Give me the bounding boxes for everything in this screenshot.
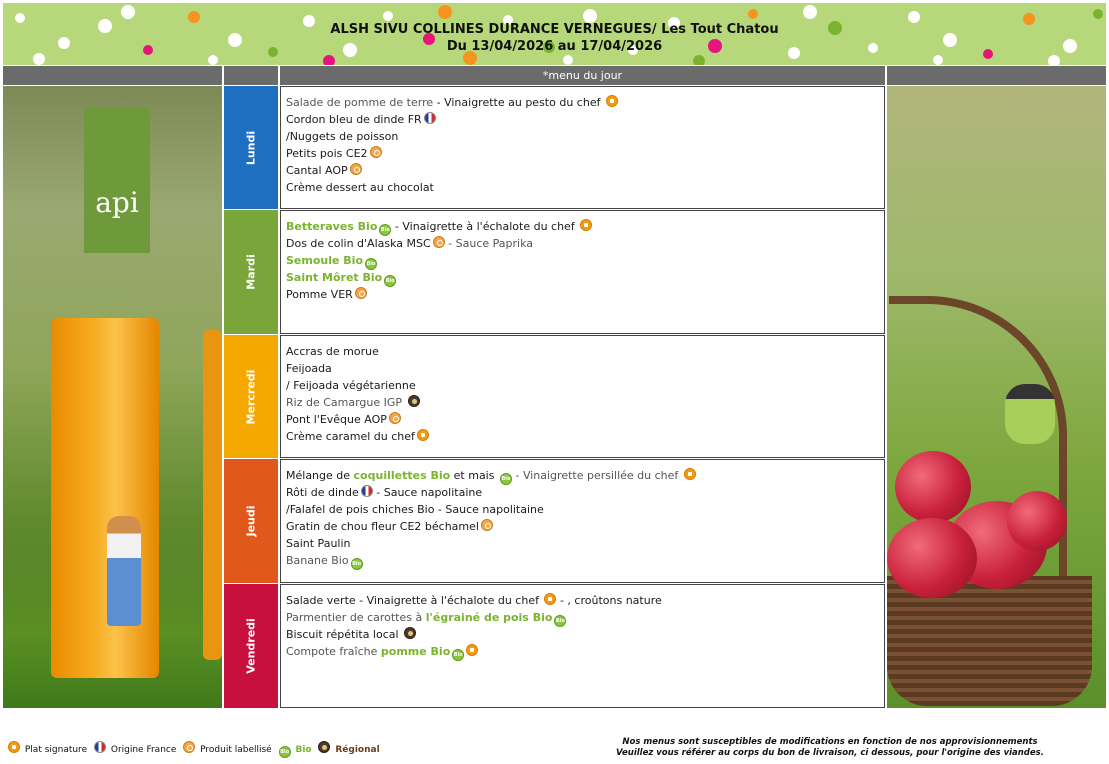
- menu-item: [286, 111, 884, 128]
- menu-item-text: /Nuggets de poisson: [286, 130, 399, 143]
- menu-item-text: / Feijoada végétarienne: [286, 379, 416, 392]
- menu-item-text: Betteraves Bio: [286, 220, 378, 233]
- menu-item: [286, 218, 884, 235]
- menu-item-text: Feijoada: [286, 362, 332, 375]
- child-figure-image: [107, 516, 141, 626]
- menu-item-text: Mélange de: [286, 469, 354, 482]
- polka-dot: [323, 55, 335, 65]
- menu-item: [286, 128, 884, 145]
- polka-dot: [438, 5, 452, 19]
- menu-item-text: - Vinaigrette persillée du chef: [511, 469, 682, 482]
- polka-dot: [693, 55, 705, 65]
- regional-icon: [318, 741, 330, 753]
- menu-item: [286, 626, 884, 643]
- api-logo-text: api: [95, 186, 139, 219]
- menu-item: [286, 377, 884, 394]
- polka-dot: [933, 55, 943, 65]
- menu-item-text: Cordon bleu de dinde FR: [286, 113, 422, 126]
- menu-item: [286, 252, 884, 269]
- signature-icon: [684, 468, 696, 480]
- menu-item-text: Pomme VER: [286, 288, 353, 301]
- menu-item: [286, 484, 884, 501]
- menu-item-text: coquillettes Bio: [353, 469, 451, 482]
- label-icon: [355, 287, 367, 299]
- polka-dot: [748, 9, 758, 19]
- menu-item-text: - Sauce napolitaine: [372, 486, 483, 499]
- france-flag-icon: [94, 741, 106, 753]
- menu-item: [286, 394, 884, 411]
- menu-cell-mardi: [280, 210, 885, 334]
- polka-dot: [803, 5, 817, 19]
- day-label-mardi: [224, 210, 278, 334]
- apple-basket-photo: [887, 86, 1106, 708]
- legend-france: Origine France: [110, 745, 177, 755]
- france-flag-icon: [361, 485, 373, 497]
- menu-item: [286, 467, 884, 484]
- menu-item: [286, 592, 884, 609]
- bio-icon: Bio: [384, 275, 396, 287]
- menu-item-text: Crème caramel du chef: [286, 430, 415, 443]
- polka-dot: [383, 11, 393, 21]
- regional-icon: [408, 395, 420, 407]
- day-label-vendredi: [224, 584, 278, 708]
- menu-item-text: Dos de colin d'Alaska MSC: [286, 237, 431, 250]
- menu-item-text: Biscuit répétita local: [286, 628, 403, 641]
- legend-labelled: Produit labellisé: [200, 745, 272, 755]
- grid-header-day: [224, 66, 278, 85]
- bio-icon: Bio: [379, 224, 391, 236]
- bio-icon: Bio: [279, 746, 291, 758]
- regional-icon: [404, 627, 416, 639]
- menu-item: [286, 428, 884, 445]
- menu-item-text: Parmentier de carottes à: [286, 611, 426, 624]
- menu-item-text: Gratin de chou fleur CE2 béchamel: [286, 520, 479, 533]
- menu-item: [286, 235, 884, 252]
- apple-image: [887, 518, 977, 598]
- polka-dot: [121, 5, 135, 19]
- menu-cell-jeudi: [280, 459, 885, 583]
- menu-item-text: et mais: [450, 469, 498, 482]
- menu-item: [286, 552, 884, 569]
- menu-item-text: l'égrainé de pois Bio: [425, 611, 553, 624]
- menu-item-text: Riz de Camargue IGP: [286, 396, 406, 409]
- day-name: Jeudi: [244, 505, 258, 537]
- menu-item-text: Salade verte - Vinaigrette à l'échalote du chef: [286, 594, 543, 607]
- label-icon: [389, 412, 401, 424]
- signature-icon: [544, 593, 556, 605]
- menu-item-text: - Vinaigrette à l'échalote du chef: [391, 220, 579, 233]
- label-icon: [183, 741, 195, 753]
- menu-item-text: Cantal AOP: [286, 164, 348, 177]
- yellow-boot-back-image: [203, 330, 222, 660]
- legend-regional: Régional: [335, 745, 380, 755]
- polka-dot: [208, 55, 218, 65]
- bio-icon: Bio: [554, 615, 566, 627]
- label-icon: [433, 236, 445, 248]
- menu-item: [286, 501, 884, 518]
- menu-item: [286, 162, 884, 179]
- polka-dot: [1048, 55, 1060, 65]
- menu-item: [286, 179, 884, 196]
- menu-cell-mercredi: [280, 335, 885, 458]
- label-icon: [370, 146, 382, 158]
- france-flag-icon: [424, 112, 436, 124]
- day-label-jeudi: [224, 459, 278, 583]
- apple-image: [895, 451, 971, 523]
- menu-item-text: Pont l'Evêque AOP: [286, 413, 387, 426]
- menu-item-text: Saint Paulin: [286, 537, 351, 550]
- menu-item: [286, 145, 884, 162]
- menu-item-text: Compote fraîche: [286, 645, 381, 658]
- menu-item-text: Saint Môret Bio: [286, 271, 383, 284]
- menu-item: [286, 643, 884, 660]
- menu-item-text: - Vinaigrette au pesto du chef: [433, 96, 604, 109]
- grid-header-left: [3, 66, 222, 85]
- disclaimer-notes: [580, 737, 1080, 759]
- menu-item-text: Salade de pomme de terre: [286, 96, 434, 109]
- polka-dot: [563, 55, 573, 65]
- disclaimer-line2: Veuillez vous référer au corps du bon de livraison, ci dessous, pour l'origine des viandes.: [616, 748, 1044, 758]
- label-icon: [350, 163, 362, 175]
- signature-icon: [466, 644, 478, 656]
- day-name: Lundi: [244, 130, 258, 165]
- legend-signature: Plat signature: [24, 745, 88, 755]
- day-name: Vendredi: [244, 618, 258, 674]
- apple-image: [1007, 491, 1067, 551]
- menu-item: [286, 286, 884, 303]
- menu-item: [286, 94, 884, 111]
- bio-icon: Bio: [351, 558, 363, 570]
- legend: [6, 741, 380, 758]
- menu-item-text: Petits pois CE2: [286, 147, 368, 160]
- signature-icon: [417, 429, 429, 441]
- menu-item: [286, 609, 884, 626]
- legend-bio: Bio: [295, 745, 312, 755]
- yellow-boot-image: [51, 318, 159, 678]
- boots-photo: [3, 86, 222, 708]
- menu-item-text: Rôti de dinde: [286, 486, 359, 499]
- child-figure-image: [1005, 384, 1055, 444]
- menu-header: [3, 3, 1106, 65]
- bio-icon: Bio: [500, 473, 512, 485]
- bio-icon: Bio: [365, 258, 377, 270]
- day-label-mercredi: [224, 335, 278, 458]
- menu-item: [286, 360, 884, 377]
- signature-icon: [580, 219, 592, 231]
- signature-icon: [8, 741, 20, 753]
- menu-item-text: Accras de morue: [286, 345, 379, 358]
- menu-item-text: - Sauce Paprika: [444, 237, 533, 250]
- menu-item-text: Semoule Bio: [286, 254, 364, 267]
- signature-icon: [606, 95, 618, 107]
- menu-item-text: pomme Bio: [380, 645, 451, 658]
- menu-title: [3, 21, 1106, 55]
- api-logo: [84, 108, 150, 253]
- day-label-lundi: [224, 86, 278, 209]
- menu-item: [286, 535, 884, 552]
- menu-cell-vendredi: [280, 584, 885, 708]
- disclaimer-line1: Nos menus sont susceptibles de modifications en fonction de nos approvisionnements: [622, 737, 1038, 747]
- grid-header-menu: *menu du jour: [280, 66, 885, 85]
- day-name: Mardi: [244, 254, 258, 290]
- menu-cell-lundi: [280, 86, 885, 209]
- day-name: Mercredi: [244, 369, 258, 424]
- menu-item-text: Crème dessert au chocolat: [286, 181, 434, 194]
- grid-header-right: [887, 66, 1106, 85]
- polka-dot: [1093, 9, 1103, 19]
- menu-item-text: Banane Bio: [286, 554, 349, 567]
- menu-item-text: /Falafel de pois chiches Bio - Sauce napolitaine: [286, 503, 544, 516]
- menu-item: [286, 269, 884, 286]
- menu-title-line1: ALSH SIVU COLLINES DURANCE VERNEGUES/ Les Tout Chatou: [330, 22, 779, 37]
- menu-item-text: - , croûtons nature: [556, 594, 662, 607]
- menu-item: [286, 343, 884, 360]
- menu-item: [286, 411, 884, 428]
- menu-item: [286, 518, 884, 535]
- bio-icon: Bio: [452, 649, 464, 661]
- menu-title-dates: Du 13/04/2026 au 17/04/2026: [446, 39, 663, 54]
- label-icon: [481, 519, 493, 531]
